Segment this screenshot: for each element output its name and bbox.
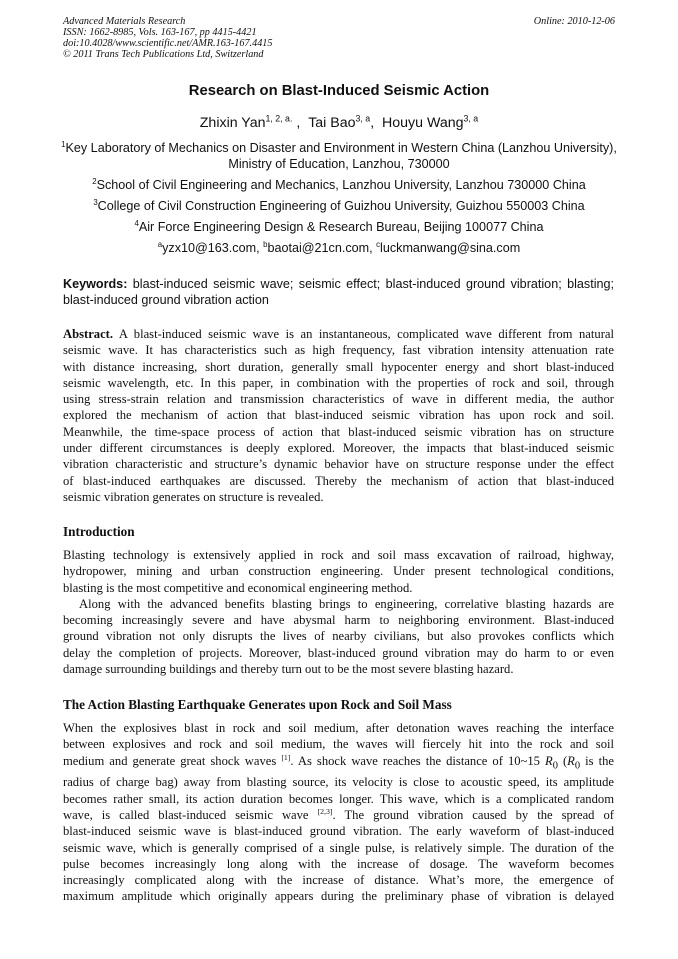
- keywords-label: Keywords:: [63, 277, 128, 291]
- affiliation-2: $^2$School of Civil Engineering and Mechanics, Lanzhou University, Lanzhou 730000 China: [92, 176, 586, 192]
- author-sup: 3, a: [355, 113, 371, 124]
- email-link[interactable]: yzx10@163.com,: [162, 241, 260, 255]
- author-sup: 1, 2, a.: [265, 113, 293, 124]
- affiliation-1: $^1$Key Laboratory of Mechanics on Disaster and Environment in Western China (Lanzhou University), Ministry of Education, Lanzhou, 730000: [61, 139, 617, 171]
- online-date: Online: 2010-12-06: [533, 16, 615, 27]
- introduction-body: Blasting technology is extensively applied in rock and soil mass excavation of railroad, highway, hydropower, mining and urban construction engineering. Under present technological conditions, blasting is the most competitive and economical engineering method. Along with the advanced benefits blasting brings to engineering, correlative blasting hazards are becoming increasingly severe and have abysmal harm to neighboring environment. Blast-induced ground vibration not only disrupts the lives of nearby civilians, but also provokes conflicts which delay the completion of projects. Moreover, blast-induced ground vibration may do harm to or even damage surrounding buildings and thereby turn out to be the most severe blasting hazard.: [63, 548, 614, 677]
- doi-line: doi:10.4028/www.scientific.net/AMR.163-167.4415: [63, 38, 273, 49]
- email-link[interactable]: baotai@21cn.com,: [267, 241, 373, 255]
- author-name: Houyu Wang: [382, 115, 464, 131]
- section-heading-action: The Action Blasting Earthquake Generates upon Rock and Soil Mass: [63, 697, 452, 712]
- citation-ref[interactable]: [1]: [281, 752, 291, 762]
- author-name: Zhixin Yan: [199, 115, 266, 131]
- abstract: Abstract. A blast-induced seismic wave is an instantaneous, complicated wave different from natural seismic wave. It has characteristics such as high frequency, fast vibration intensity attenuation rate with distance increasing, short duration, generally small hypocenter energy and short blast-induced seismic wavelength, etc. In this paper, in combination with the properties of rock and soil, through using stress-strain relation and transmission characteristics of wave in different media, the author explored the mechanism of action that blast-induced seismic vibration has upon rock and soil. Meanwhile, the time-space process of action that blast-induced seismic vibration has on structure under different circumstances is deeply explored. Moreover, the impacts that blast-induced seismic vibration characteristic and structure’s dynamic behavior have on structure response under the effect of blast-induced earthquakes are discussed. Thereby the mechanism of action that blast-induced seismic vibration generates on structure is revealed.: [63, 327, 614, 504]
- journal-header: [63, 16, 272, 60]
- email-link[interactable]: luckmanwang@sina.com: [380, 241, 521, 255]
- keywords: Keywords: blast-induced seismic wave; seismic effect; blast-induced ground vibration; blasting; blast-induced ground vibration action: [63, 277, 615, 307]
- copyright-line: © 2011 Trans Tech Publications Ltd, Switzerland: [63, 49, 264, 60]
- citation-ref[interactable]: [2,3]: [317, 806, 333, 816]
- issn-line: ISSN: 1662-8985, Vols. 163-167, pp 4415-4421: [63, 27, 257, 38]
- author-list: Zhixin Yan$^{1, 2, a.}$ , Tai Bao$^{3, a}$, Houyu Wang$^{3, a}$: [199, 113, 479, 131]
- section-heading-introduction: Introduction: [63, 524, 135, 539]
- paper-title: Research on Blast-Induced Seismic Action: [188, 83, 490, 99]
- author-name: Tai Bao: [308, 115, 356, 131]
- affiliation-4: $^4$Air Force Engineering Design & Research Bureau, Beijing 100077 China: [134, 218, 544, 234]
- affiliation-3: $^3$College of Civil Construction Engineering of Guizhou University, Guizhou 550003 China: [93, 197, 585, 213]
- author-sup: 3, a: [463, 113, 479, 124]
- email-list: $^a$yzx10@163.com, $^b$baotai@21cn.com, $^c$luckmanwang@sina.com: [157, 239, 521, 255]
- abstract-label: Abstract.: [63, 327, 114, 341]
- journal-name: Advanced Materials Research: [63, 16, 186, 27]
- section-body: When the explosives blast in rock and soil medium, after detonation waves reaching the interface between explosives and rock and soil medium, the waves will fiercely hit into the rock and soil medium and generate great shock waves [1]. As shock wave reaches the distance of 10~15 $R_0$ ($R_0$ is the radius of charge bag) away from blasting source, its velocity is close to acoustic speed, its amplitude becomes rather small, its action duration becomes longer. This wave, which is a complicated random wave, is called blast-induced seismic wave [2,3]. The ground vibration caused by the spread of blast-induced seismic wave is blast-induced ground vibration. The early waveform of blast-induced seismic wave, which is generally comprised of a single pulse, is relatively simple. The duration of the pulse becomes increasingly long along with the increase of dosage. The waveform becomes increasingly complicated along with the increase of distance. What’s more, the emergence of maximum amplitude which originally appears during the preliminary phase of vibration is delayed: [63, 721, 614, 904]
